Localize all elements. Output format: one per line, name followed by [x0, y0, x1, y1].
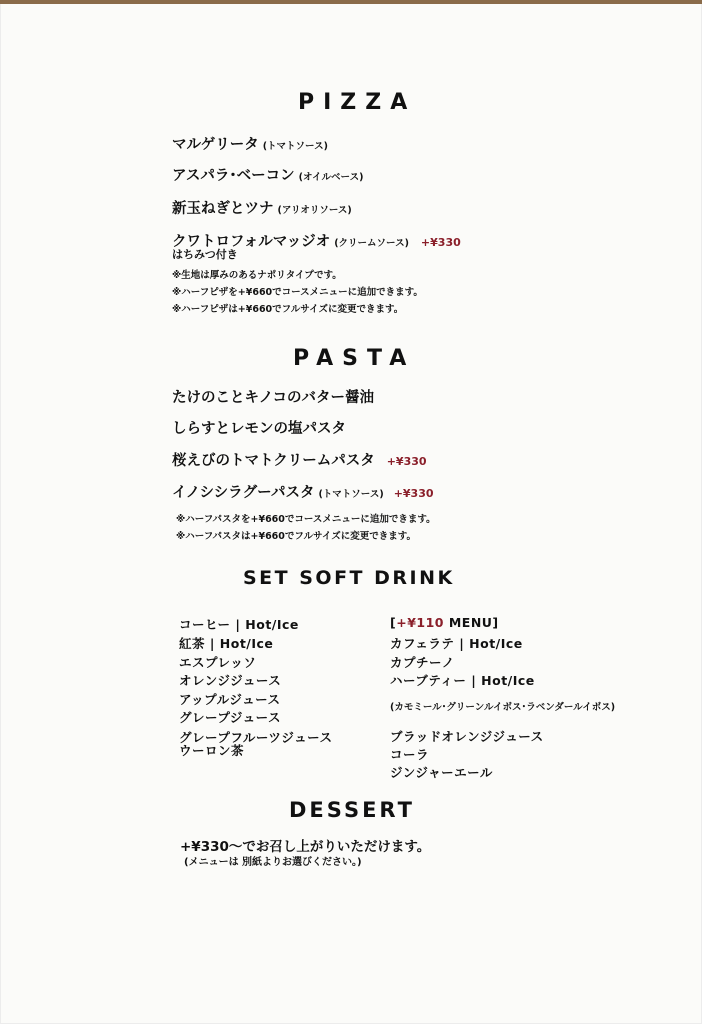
drink-item: オレンジジュース — [179, 673, 282, 688]
dessert-heading: DESSERT — [289, 798, 415, 822]
pizza-item-sauce: (トマトソース) — [262, 141, 328, 152]
pizza-item-name: マルゲリータ — [172, 137, 259, 153]
drink-item: ブラッドオレンジジュース — [390, 729, 544, 744]
pasta-item — [172, 386, 374, 407]
pizza-item-price: +¥330 — [420, 236, 461, 249]
pizza-item-name: クワトロフォルマッジオ — [172, 234, 331, 250]
pizza-item — [172, 133, 328, 154]
pizza-item-name: アスパラ･ベーコン — [172, 168, 295, 184]
page-top-edge — [0, 0, 702, 4]
drink-item: ハーブティー | Hot/Ice — [390, 673, 535, 688]
pasta-item — [172, 417, 346, 438]
drink-item: カプチーノ — [390, 655, 455, 670]
drink-item: グレープフルーツジュース — [179, 730, 333, 745]
pasta-note: ※ハーフパスタを+¥660でコースメニューに追加できます。 — [176, 514, 436, 525]
drink-item: コーヒー | Hot/Ice — [179, 617, 299, 632]
pasta-heading: PASTA — [293, 346, 416, 371]
pizza-item — [172, 197, 352, 218]
pizza-note: ※生地は厚みのあるナポリタイプです。 — [172, 270, 342, 281]
pasta-item-name: しらすとレモンの塩パスタ — [172, 421, 346, 437]
pasta-note: ※ハーフパスタは+¥660でフルサイズに変更できます。 — [176, 531, 417, 542]
pizza-item-sauce: (アリオリソース) — [277, 205, 352, 216]
pasta-item-price: +¥330 — [393, 487, 434, 500]
pizza-item-sauce: (オイルベース) — [298, 172, 364, 183]
pasta-item-price: +¥330 — [386, 455, 427, 468]
pizza-item-name: 新玉ねぎとツナ — [172, 201, 274, 217]
pasta-item-name: たけのことキノコのバター醤油 — [172, 390, 374, 406]
pizza-item-sauce: (クリームソース) — [334, 238, 409, 249]
pizza-item — [172, 164, 363, 185]
dessert-note: (メニューは 別紙よりお選びください。) — [184, 857, 362, 868]
drink-item: グレープジュース — [179, 710, 282, 725]
drink-heading: SET SOFT DRINK — [243, 567, 455, 589]
pizza-note: ※ハーフピザは+¥660でフルサイズに変更できます。 — [172, 304, 404, 315]
drink-extra-header: [+¥110 MENU] — [390, 615, 499, 630]
drink-extra-price: +¥110 — [396, 615, 444, 630]
drink-herb-note: (カモミール･グリーンルイボス･ラベンダールイボス) — [390, 702, 616, 713]
drink-item: 紅茶 | Hot/Ice — [179, 636, 274, 651]
pasta-item-name: 桜えびのトマトクリームパスタ — [172, 453, 375, 469]
drink-item: ウーロン茶 — [179, 743, 245, 758]
drink-item: カフェラテ | Hot/Ice — [390, 636, 523, 651]
pasta-item — [172, 481, 434, 502]
pasta-item-sauce: (トマトソース) — [318, 489, 384, 500]
pizza-note: ※ハーフピザを+¥660でコースメニューに追加できます。 — [172, 287, 423, 298]
pizza-item-sub: はちみつ付き — [172, 248, 238, 261]
drink-item: アップルジュース — [179, 692, 281, 707]
drink-item: コーラ — [390, 747, 430, 762]
drink-item: ジンジャーエール — [390, 765, 493, 780]
drink-item: エスプレッソ — [179, 655, 257, 670]
dessert-price-line: +¥330～でお召し上がりいただけます。 — [180, 839, 431, 855]
pasta-item — [172, 449, 427, 470]
pizza-heading: PIZZA — [298, 90, 417, 115]
pasta-item-name: イノシシラグーパスタ — [172, 485, 315, 501]
